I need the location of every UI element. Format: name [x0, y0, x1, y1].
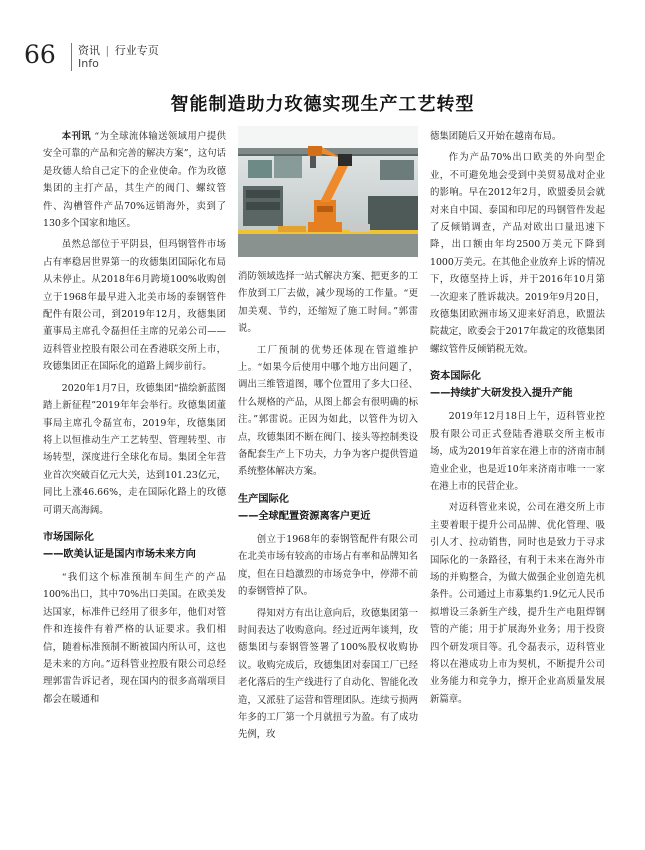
paragraph: 对迈科管业来说，公司在港交所上市主要着眼于提升公司品牌、优化管理、吸引人才、拉动销售，同时也是致力于寻求国际化的一条路径，有利于未来在海外市场的并购整合，为做大做强企业创造先机条件。公司通过上市募集约1.9亿元人民币拟增设三条新生产线，提升生产电阻焊钢管的产能；用于扩展海外业务；用于投资四个研发项目等。孔令磊表示，迈科管业将以在港成功上市为契机，不断提升公司业务能力和竞争力，擦开企业高质量发展新篇章。 [430, 502, 605, 705]
section-heading: 市场国际化 [43, 531, 94, 543]
column-1 [43, 128, 226, 712]
paragraph: 消防领域选择一站式解决方案、把更多的工作放到工厂去做，减少现场的工作量。“更加美观、节约，还缩短了施工时间。”郭雷说。 [238, 271, 418, 335]
paragraph: 德集团随后又开始在越南布局。 [430, 131, 562, 142]
paragraph: 虽然总部位于平阴县，但玛钢管件市场占有率稳居世界第一的玫德集团国际化布局从未停止。从2018年6月跨境100%收购创立于1968年最早进入北美市场的泰钢管件配件有限公司，到2019年12月，玫德集团董事局主席孔令磊担任主席的兄弟公司——迈科管业控股有限公司在香港联交所上市，玫德集团正在国际化的道路上阔步前行。 [43, 239, 226, 373]
paragraph: “我们这个标准预制车间生产的产品100%出口，其中70%出口美国。在欧美发达国家，标准件已经用了很多年，他们对管件和连接件有着严格的认证要求。我们相信，随着标准预制不断被国内所认可，这也是未来的方向。”迈科管业控股有限公司总经理郭雷告诉记者，现在国内的很多高端项目都会在暖通和 [43, 571, 226, 705]
header-divider [71, 43, 72, 71]
column-2 [238, 268, 418, 748]
section-subtitle: Info [78, 57, 99, 70]
paragraph: 得知对方有出让意向后，玫德集团第一时间表达了收购意向。经过近两年谈判，玫德集团与泰钢管签署了100%股权收购协议。收购完成后，玫德集团对泰国工厂已经老化落后的生产线进行了自动化、智能化改造，又派驻了运营和管理团队。连续亏损两年多的工厂第一个月就扭亏为盈。有了成功先例，玫 [238, 607, 418, 741]
lead-paragraph [43, 128, 226, 232]
section-subheading: ——全球配置资源离客户更近 [238, 510, 371, 522]
section-heading: 资本国际化 [430, 371, 481, 383]
paragraph: 2020年1月7日，玫德集团“描绘新蓝图 踏上新征程”2019年年会举行。玫德集团董事局主席孔令磊宣布，2019年，玫德集团将上以恒推动生产工艺转型、管理转型、市场转型，深度进行全球化布局。集团全年营业首次突破百亿元大关，达到101.23亿元，同比上涨46.66%，走在国际化路上的玫德可谓天高海阔。 [43, 382, 226, 516]
section-separator: | [102, 44, 113, 57]
article-title: 智能制造助力玫德实现生产工艺转型 [170, 94, 475, 115]
paragraph: 作为产品70%出口欧美的外向型企业，不可避免地会受到中美贸易战对企业的影响。早在2012年2月，欧盟委员会就对来自中国、泰国和印尼的玛钢管件发起了反倾销调查，产品对欧出口量迅速下降，出口额由年均2500万美元下降到1000万美元。在其他企业放弃上诉的情况下，玫德坚持上诉，并于2016年10月第一次迎来了胜诉裁决。2019年9月20日，玫德集团欧洲市场又迎来好消息，欧盟法院裁定，欧委会于2017年裁定的玫德集团螺纹管件反倾销税无效。 [430, 152, 605, 355]
lead-tag: 本刊讯 [61, 131, 92, 142]
paragraph: 工厂预制的优势还体现在管道维护上。“如果今后使用中哪个地方出问题了，调出三维管道图，哪个位置用了多大口径、什么规格的产品，从图上都会有很明确的标注。”郭雷说。正因为如此，以管件为切入点，玫德集团不断在阀门、接头等控制类设备配套生产上下功夫，力争为客户提供管道系统整体解决方案。 [238, 344, 418, 478]
robot-arm-illustration [238, 126, 418, 257]
section-subheading: ——持续扩大研发投入提升产能 [430, 388, 573, 400]
column-3 [430, 128, 605, 712]
section-subheading: ——欧美认证是国内市场未来方向 [43, 548, 196, 560]
paragraph: 2019年12月18日上午，迈科管业控股有限公司正式登陆香港联交所主板市场，成为2019年首家在港上市的济南市制造业企业，也是近10年来济南市唯一一家在港上市的民营企业。 [430, 411, 605, 492]
section-heading: 生产国际化 [238, 493, 289, 505]
page-number: 66 [24, 40, 56, 69]
factory-robot-photo [238, 126, 418, 257]
lead-text: “为全球流体输送领域用户提供安全可靠的产品和完善的解决方案”，这句话是玫德人给自己定下的企业使命。作为玫德集团的主打产品，其生产的阀门、螺纹管件、沟槽管件产品70%远销海外，卖到了130多个国家和地区。 [43, 131, 226, 230]
category-name: 行业专页 [114, 44, 159, 57]
section-label [78, 42, 159, 58]
paragraph: 创立于1968年的泰钢管配件有限公司在北美市场有较高的市场占有率和品牌知名度，但在日趋激烈的市场竞争中，停滞不前的泰钢管掉了队。 [238, 533, 418, 598]
section-name: 资讯 [78, 44, 100, 57]
